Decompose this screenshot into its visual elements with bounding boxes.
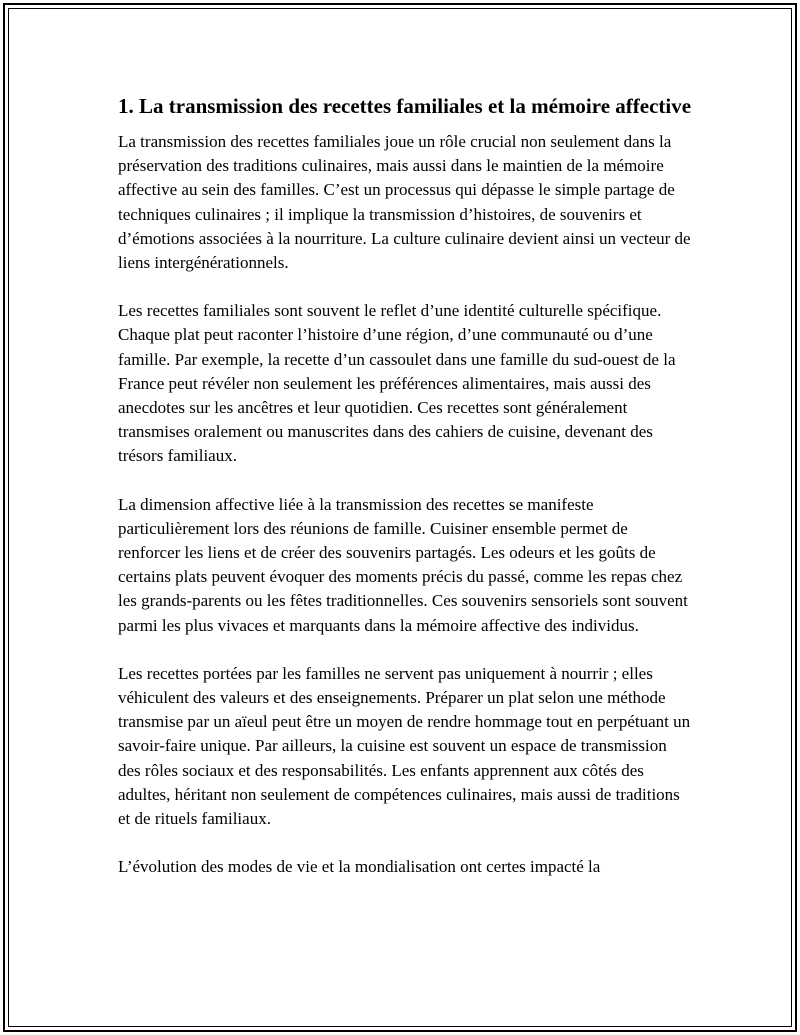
document-body [118, 93, 693, 903]
paragraph-3: La dimension affective liée à la transmission des recettes se manifeste particulièrement lors des réunions de famille. Cuisiner ensemble permet de renforcer les liens et de créer des souvenirs partagés. Les odeurs et les goûts de certains plats peuvent évoquer des moments précis du passé, comme les repas chez les grands-parents ou les fêtes traditionnelles. Ces souvenirs sensoriels sont souvent parmi les plus vivaces et marquants dans la mémoire affective des individus. [118, 494, 688, 635]
section-heading: 1. La transmission des recettes familiales et la mémoire affective [118, 94, 692, 118]
paragraph-2: Les recettes familiales sont souvent le reflet d’une identité culturelle spécifique. Chaque plat peut raconter l’histoire d’une région, d’une communauté ou d’une famille. Par exemple, la recette d’un cassoulet dans une famille du sud-ouest de la France peut révéler non seulement les préférences alimentaires, mais aussi des anecdotes sur les ancêtres et leur quotidien. Ces recettes sont généralement transmises oralement ou manuscrites dans des cahiers de cuisine, devenant des trésors familiaux. [118, 301, 676, 466]
paragraph-4: Les recettes portées par les familles ne servent pas uniquement à nourrir ; elles véhiculent des valeurs et des enseignements. Préparer un plat selon une méthode transmise par un aïeul peut être un moyen de rendre hommage tout en perpétuant un savoir-faire unique. Par ailleurs, la cuisine est souvent un espace de transmission des rôles sociaux et des responsabilités. Les enfants apprennent aux côtés des adultes, héritant non seulement de compétences culinaires, mais aussi de traditions et de rituels familiaux. [118, 663, 691, 829]
paragraph-1: La transmission des recettes familiales joue un rôle crucial non seulement dans la préservation des traditions culinaires, mais aussi dans le maintien de la mémoire affective au sein des familles. C’est un processus qui dépasse le simple partage de techniques culinaires ; il implique la transmission d’histoires, de souvenirs et d’émotions associées à la nourriture. La culture culinaire devient ainsi un vecteur de liens intergénérationnels. [118, 132, 691, 273]
paragraph-5: L’évolution des modes de vie et la mondialisation ont certes impacté la [118, 857, 601, 877]
